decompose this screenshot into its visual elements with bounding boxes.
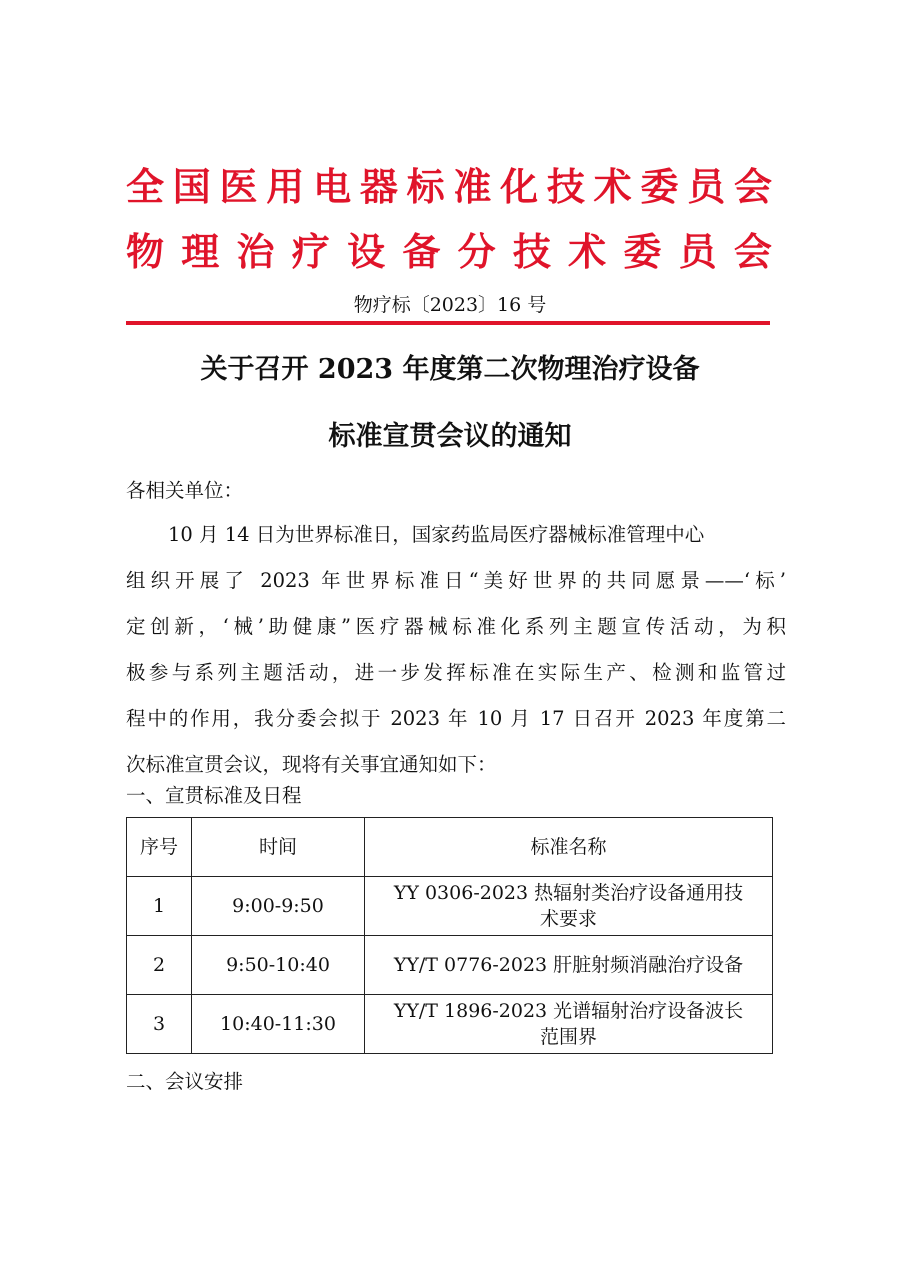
table-row xyxy=(127,936,773,995)
table-row xyxy=(127,877,773,936)
header-char: 技 xyxy=(546,165,585,209)
cell-standard xyxy=(365,995,773,1054)
standard-name-line: YY 0306-2023 热辐射类治疗设备通用技 xyxy=(393,882,744,904)
header-char: 员 xyxy=(687,165,726,209)
header-char: 化 xyxy=(500,165,539,209)
issuer-name-line1 xyxy=(126,163,772,211)
col-header-standard: 标准名称 xyxy=(365,818,773,877)
header-char: 准 xyxy=(453,165,492,209)
cell-standard xyxy=(365,877,773,936)
col-header-no: 序号 xyxy=(127,818,192,877)
notice-title-line2: 标准宣贯会议的通知 xyxy=(328,421,572,452)
schedule-table xyxy=(126,817,773,1054)
header-char: 员 xyxy=(678,230,717,274)
standard-name-line: 范围界 xyxy=(539,1026,597,1048)
standard-name-line: YY/T 1896-2023 光谱辐射治疗设备波长 xyxy=(393,1000,744,1022)
body-line: 程中的作用，我分委会拟于 2023 年 10 月 17 日召开 2023 年度第二 xyxy=(126,707,786,730)
cell-no: 1 xyxy=(127,877,192,936)
header-char: 疗 xyxy=(291,230,330,274)
header-char: 理 xyxy=(181,230,220,274)
body-line: 10 月 14 日为世界标准日，国家药监局医疗器械标准管理中心 xyxy=(168,523,705,546)
header-char: 用 xyxy=(266,165,305,209)
cell-time: 10:40-11:30 xyxy=(192,995,365,1054)
header-char: 委 xyxy=(640,165,679,209)
header-char: 设 xyxy=(347,230,386,274)
issuer-name-line2 xyxy=(126,228,772,276)
body-paragraph xyxy=(126,519,786,781)
body-line: 次标准宣贯会议，现将有关事宜通知如下： xyxy=(126,753,497,776)
section-heading-text: 二、会议安排 xyxy=(126,1070,244,1093)
header-char: 分 xyxy=(457,230,496,274)
cell-no: 3 xyxy=(127,995,192,1054)
header-char: 治 xyxy=(236,230,275,274)
header-divider xyxy=(126,321,770,325)
col-header-time: 时间 xyxy=(192,818,365,877)
standard-name-line: 术要求 xyxy=(539,908,597,930)
document-number: 物疗标〔2023〕16 号 xyxy=(353,294,547,316)
salutation-text: 各相关单位： xyxy=(126,479,244,502)
body-line: 组织开展了 2023 年世界标准日“美好世界的共同愿景——‘标’ xyxy=(126,569,786,592)
cell-no: 2 xyxy=(127,936,192,995)
header-char: 医 xyxy=(219,165,258,209)
header-char: 国 xyxy=(172,165,211,209)
cell-time: 9:00-9:50 xyxy=(192,877,365,936)
salutation xyxy=(126,475,786,507)
table-header-row xyxy=(127,818,773,877)
header-char: 术 xyxy=(593,165,632,209)
header-char: 器 xyxy=(359,165,398,209)
body-line: 极参与系列主题活动，进一步发挥标准在实际生产、检测和监管过 xyxy=(126,661,786,684)
notice-title-line1: 关于召开 2023 年度第二次物理治疗设备 xyxy=(200,354,700,385)
header-char: 物 xyxy=(126,230,165,274)
header-char: 委 xyxy=(623,230,662,274)
header-char: 电 xyxy=(313,165,352,209)
cell-standard xyxy=(365,936,773,995)
header-char: 会 xyxy=(733,165,772,209)
section-heading-1 xyxy=(126,780,786,812)
header-char: 术 xyxy=(568,230,607,274)
header-char: 会 xyxy=(733,230,772,274)
body-line: 定创新，‘械’助健康”医疗器械标准化系列主题宣传活动，为积 xyxy=(126,615,786,638)
header-char: 备 xyxy=(402,230,441,274)
section-heading-text: 一、宣贯标准及日程 xyxy=(126,784,302,807)
table-row xyxy=(127,995,773,1054)
section-heading-2 xyxy=(126,1066,786,1098)
header-char: 标 xyxy=(406,165,445,209)
standard-name-line: YY/T 0776-2023 肝脏射频消融治疗设备 xyxy=(393,954,744,976)
cell-time: 9:50-10:40 xyxy=(192,936,365,995)
header-char: 全 xyxy=(126,165,165,209)
header-char: 技 xyxy=(512,230,551,274)
